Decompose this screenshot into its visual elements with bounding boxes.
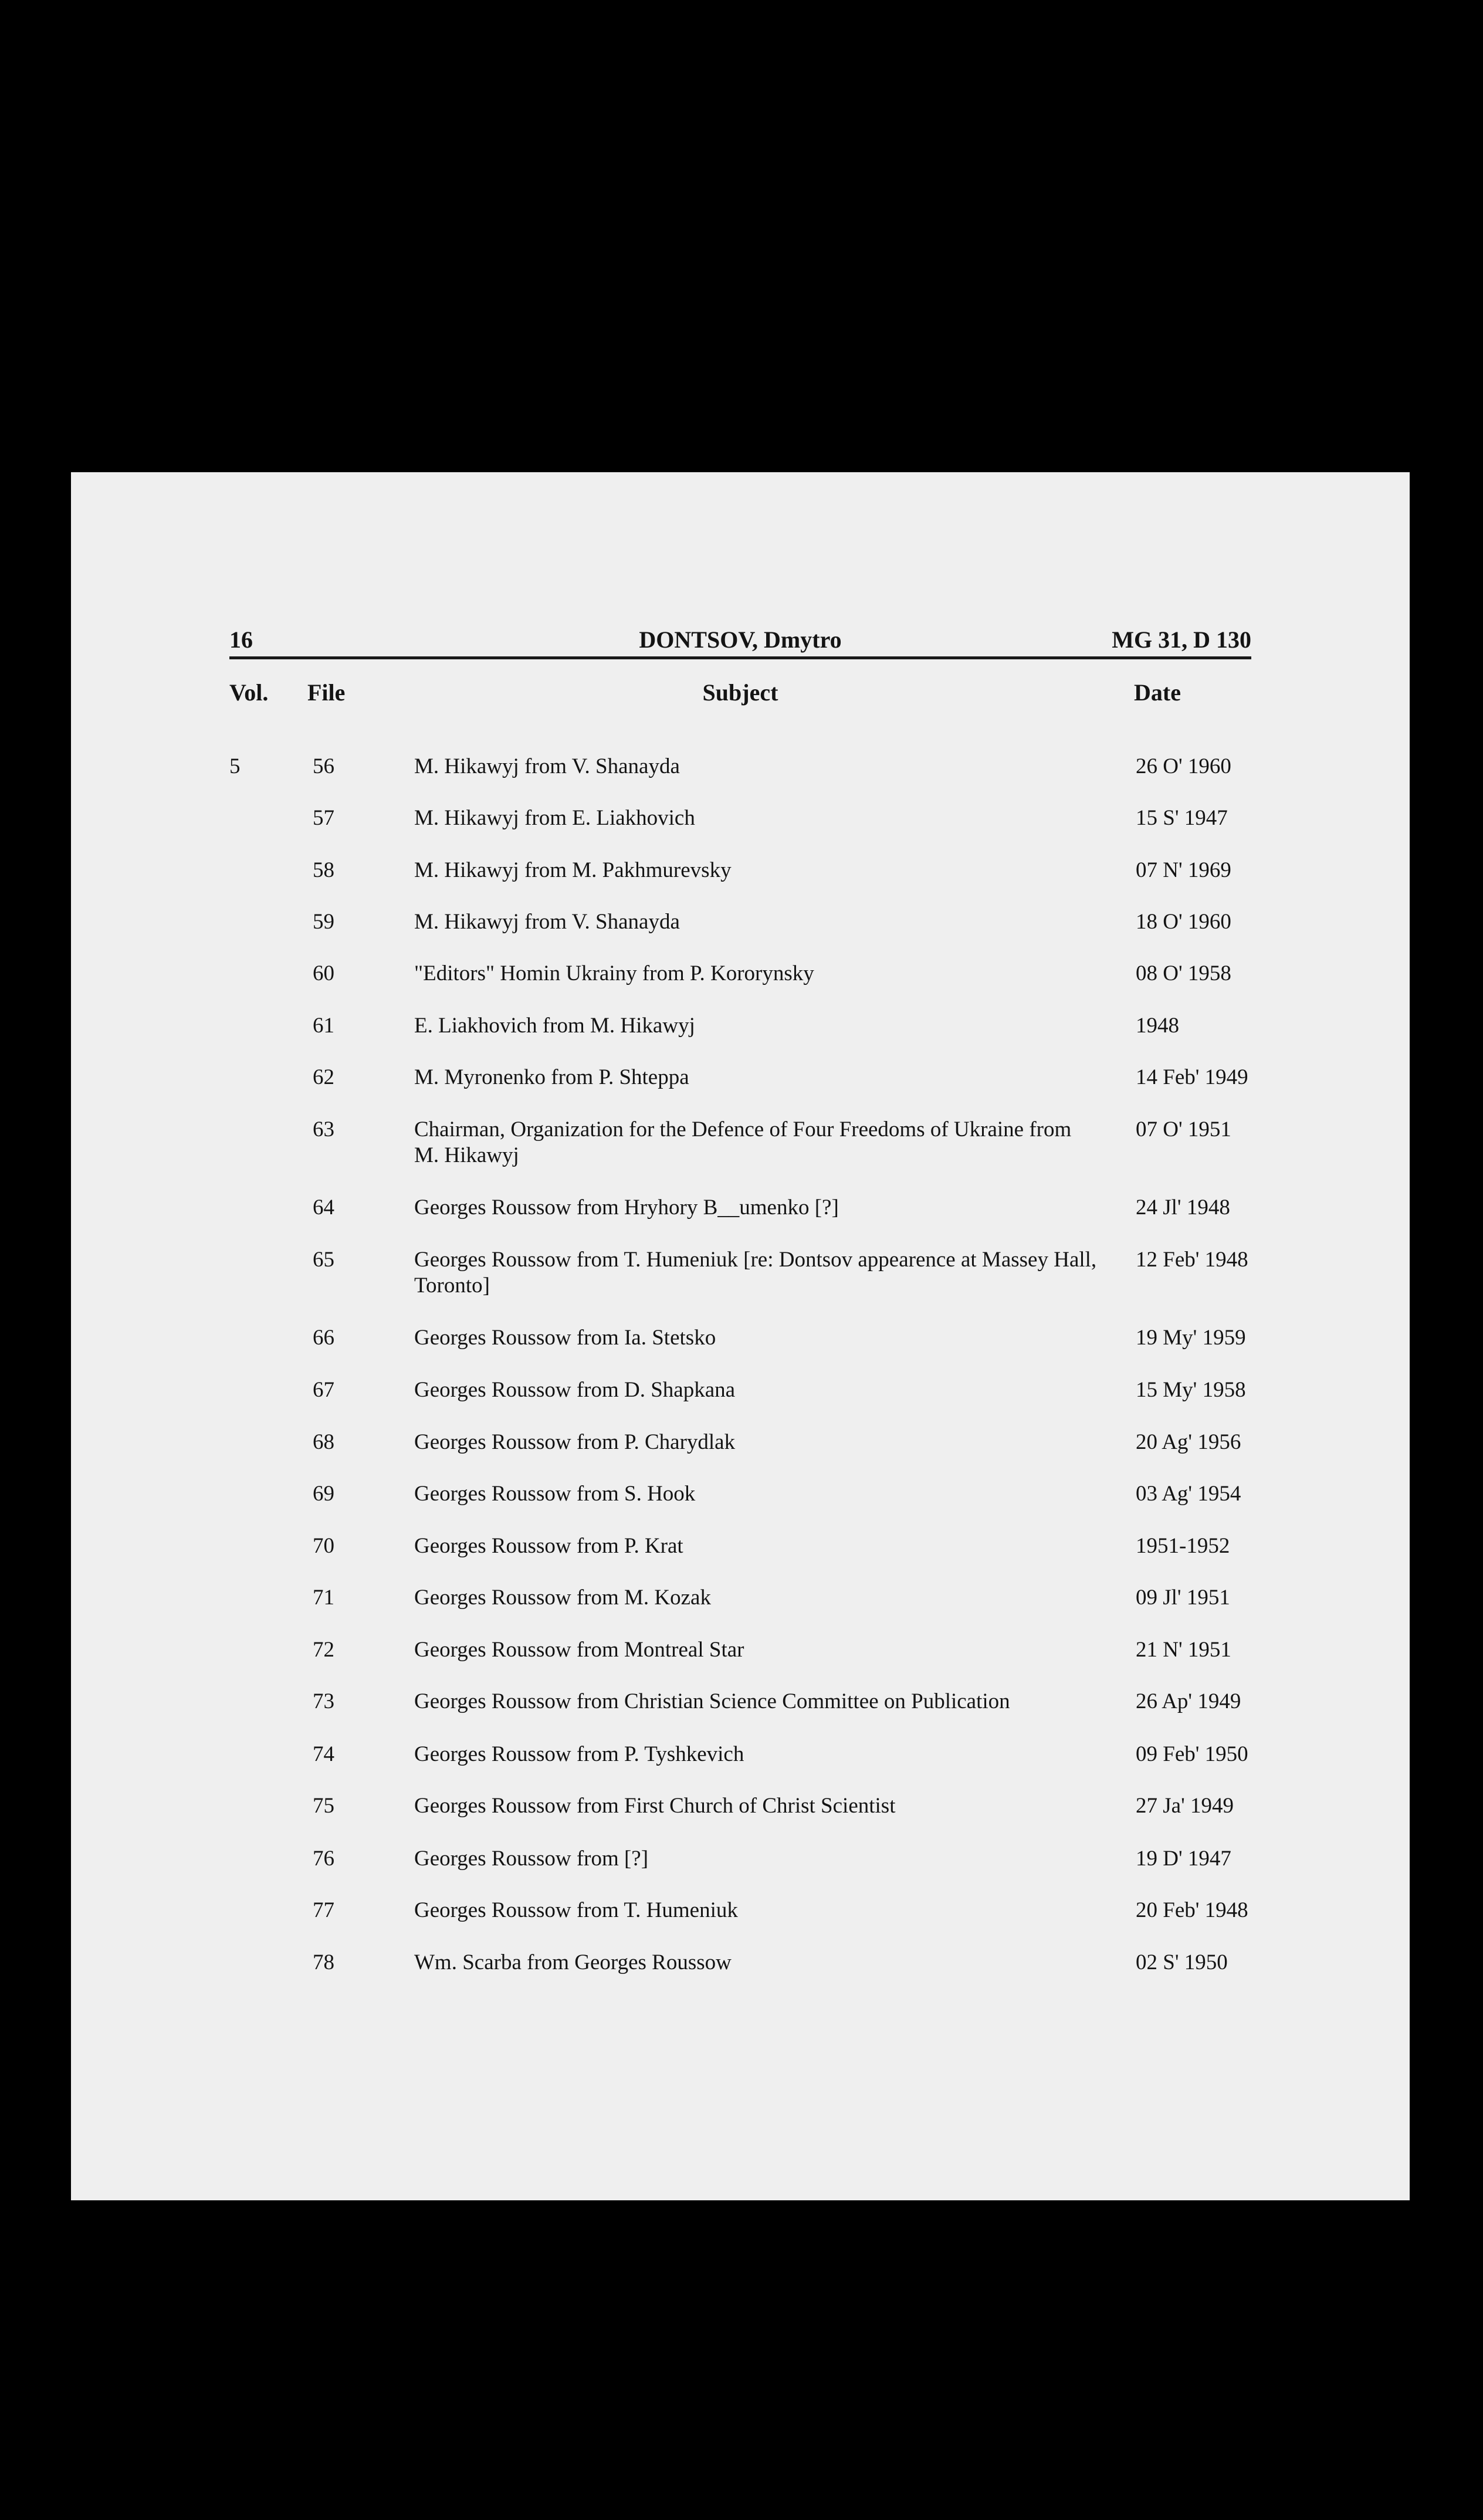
date-text: 18 O' 1960 [1136,910,1231,934]
subject-text: Georges Roussow from Ia. Stetsko [414,1326,716,1350]
file-number: 65 [313,1248,334,1272]
page-title: DONTSOV, Dmytro [639,626,842,653]
page-number: 16 [229,626,253,653]
file-number: 69 [313,1482,334,1506]
date-text: 08 O' 1958 [1136,961,1231,985]
date-text: 26 Ap' 1949 [1136,1689,1241,1713]
file-number: 64 [313,1195,334,1220]
subject-text: Georges Roussow from [?] [414,1847,649,1871]
file-number: 58 [313,858,334,882]
file-number: 76 [313,1847,334,1871]
file-number: 72 [313,1638,334,1662]
file-number: 66 [313,1326,334,1350]
subject-text: Georges Roussow from Hryhory B__umenko [?] [414,1195,839,1220]
file-number: 63 [313,1117,334,1142]
file-list [71,472,1410,2200]
subject-text: Georges Roussow from Christian Science Committee on Publication [414,1689,1010,1713]
file-number: 77 [313,1898,334,1922]
subject-text: M. Hikawyj from V. Shanayda [414,910,680,934]
file-number: 60 [313,961,334,985]
date-text: 12 Feb' 1948 [1136,1248,1248,1272]
column-header-file: File [307,679,346,706]
date-text: 02 S' 1950 [1136,1950,1228,1974]
date-text: 15 My' 1958 [1136,1378,1246,1402]
date-text: 07 O' 1951 [1136,1117,1231,1142]
file-number: 56 [313,754,334,778]
column-header-date: Date [1134,679,1181,706]
subject-text: Georges Roussow from S. Hook [414,1482,696,1506]
date-text: 09 Feb' 1950 [1136,1742,1248,1766]
subject-text: Georges Roussow from First Church of Christ Scientist [414,1794,896,1818]
date-text: 14 Feb' 1949 [1136,1065,1248,1089]
subject-text: Georges Roussow from T. Humeniuk [re: Dontsov appearence at Massey Hall, Toronto] [414,1248,1097,1298]
subject-text: M. Myronenko from P. Shteppa [414,1065,689,1089]
date-text: 09 Jl' 1951 [1136,1586,1230,1610]
file-number: 61 [313,1014,334,1038]
file-number: 67 [313,1378,334,1402]
subject-text: Georges Roussow from P. Charydlak [414,1430,736,1454]
date-text: 20 Feb' 1948 [1136,1898,1248,1922]
subject-text: Georges Roussow from Montreal Star [414,1638,744,1662]
file-number: 59 [313,910,334,934]
subject-text: Georges Roussow from P. Tyshkevich [414,1742,744,1766]
column-header-vol: Vol. [229,679,269,706]
subject-text: Georges Roussow from T. Humeniuk [414,1898,738,1922]
date-text: 19 My' 1959 [1136,1326,1246,1350]
subject-text: M. Hikawyj from E. Liakhovich [414,806,695,830]
date-text: 15 S' 1947 [1136,806,1228,830]
file-number: 73 [313,1689,334,1713]
file-number: 74 [313,1742,334,1766]
file-number: 78 [313,1950,334,1974]
subject-text: E. Liakhovich from M. Hikawyj [414,1014,695,1038]
date-text: 20 Ag' 1956 [1136,1430,1241,1454]
date-text: 24 Jl' 1948 [1136,1195,1230,1220]
date-text: 1951-1952 [1136,1534,1230,1558]
document-page [71,472,1410,2200]
subject-text: Georges Roussow from D. Shapkana [414,1378,736,1402]
file-number: 62 [313,1065,334,1089]
date-text: 19 D' 1947 [1136,1847,1231,1871]
subject-text: Chairman, Organization for the Defence of Four Freedoms of Ukraine from M. Hikawyj [414,1117,1072,1167]
date-text: 1948 [1136,1014,1179,1038]
reference-number: MG 31, D 130 [1112,626,1251,653]
subject-text: Georges Roussow from P. Krat [414,1534,683,1558]
subject-text: Georges Roussow from M. Kozak [414,1586,711,1610]
date-text: 21 N' 1951 [1136,1638,1231,1662]
subject-text: Wm. Scarba from Georges Roussow [414,1950,732,1974]
subject-text: M. Hikawyj from M. Pakhmurevsky [414,858,732,882]
file-number: 75 [313,1794,334,1818]
vol-cell: 5 [229,754,241,778]
file-number: 70 [313,1534,334,1558]
file-number: 71 [313,1586,334,1610]
date-text: 26 O' 1960 [1136,754,1231,778]
date-text: 03 Ag' 1954 [1136,1482,1241,1506]
date-text: 07 N' 1969 [1136,858,1231,882]
subject-text: M. Hikawyj from V. Shanayda [414,754,680,778]
file-number: 57 [313,806,334,830]
file-number: 68 [313,1430,334,1454]
date-text: 27 Ja' 1949 [1136,1794,1234,1818]
column-header-subject: Subject [702,679,778,706]
subject-text: "Editors" Homin Ukrainy from P. Kororynsky [414,961,814,985]
